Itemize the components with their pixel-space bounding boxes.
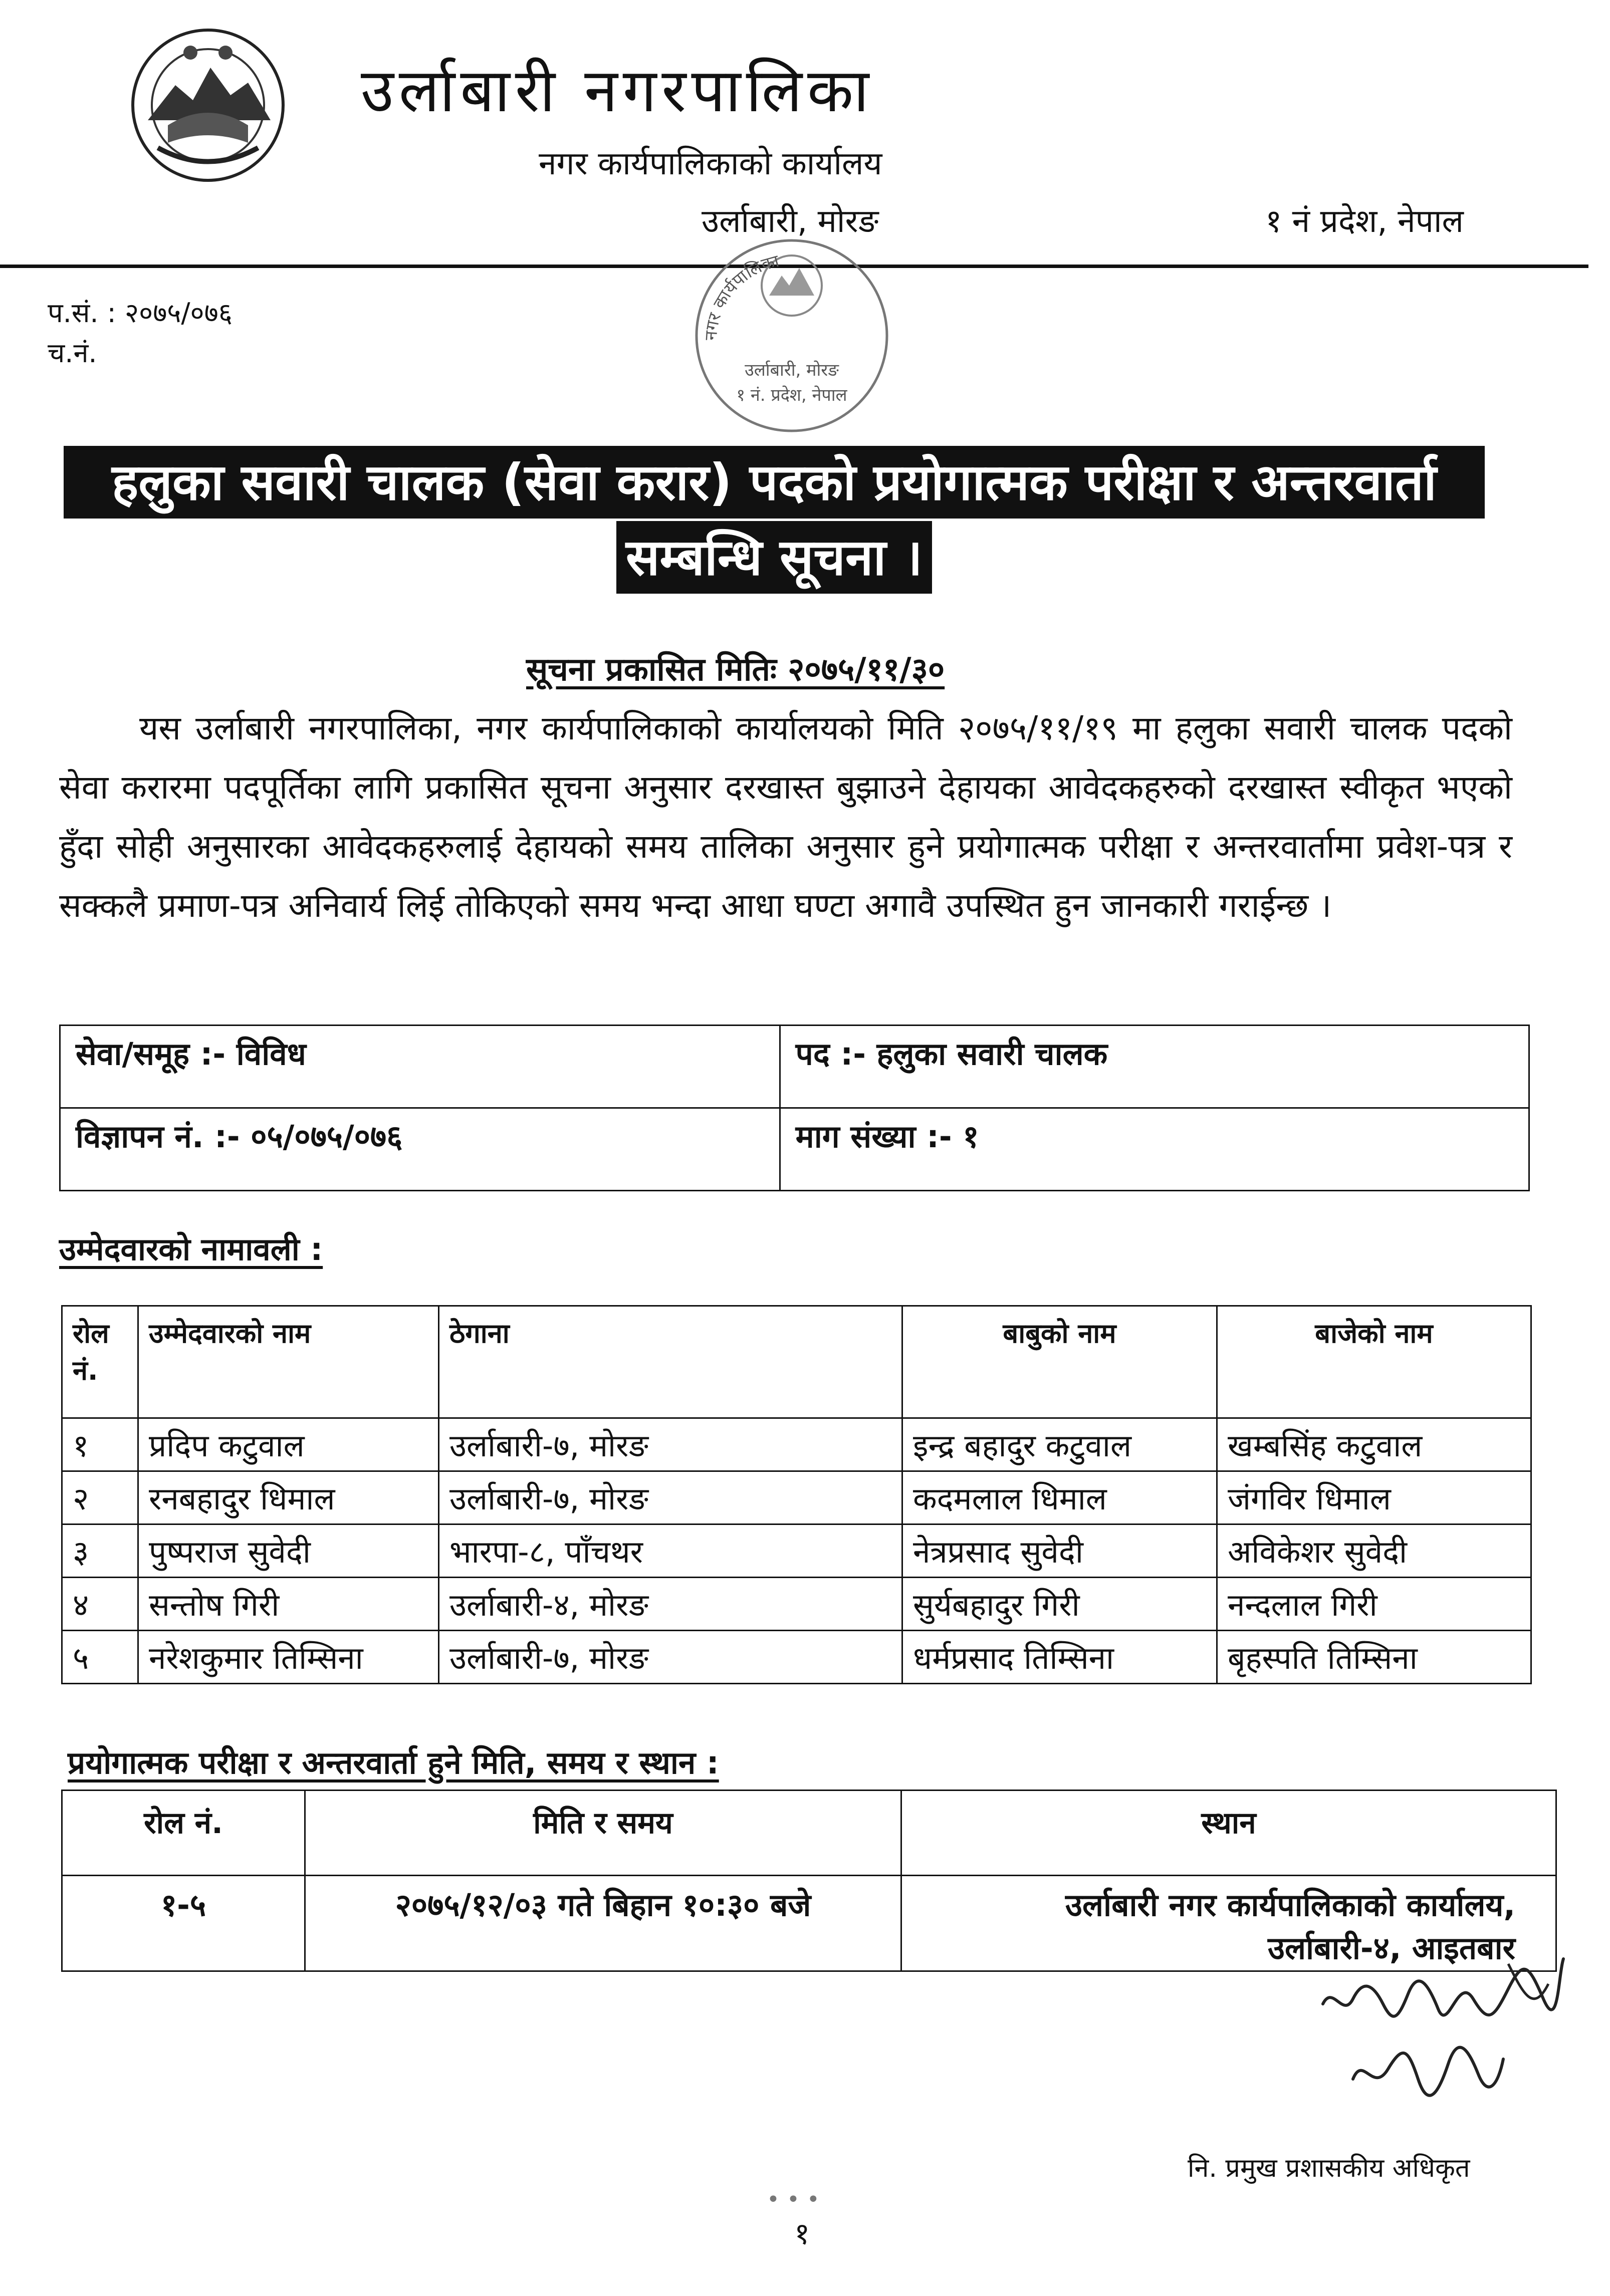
name-cell: नरेशकुमार तिम्सिना <box>138 1631 439 1684</box>
grandfather-cell: बृहस्पति तिम्सिना <box>1217 1631 1531 1684</box>
office-title: उर्लाबारी नगरपालिका <box>361 56 874 126</box>
col-address: ठेगाना <box>439 1306 902 1418</box>
office-subtitle: नगर कार्यपालिकाको कार्यालय <box>539 145 882 182</box>
notice-heading-line2: सम्बन्धि सूचना । <box>616 521 932 594</box>
advert-number: विज्ञापन नं. :- ०५/०७५/०७६ <box>76 1118 403 1155</box>
stamp-text-bottom: १ नं. प्रदेश, नेपाल <box>736 385 847 405</box>
notice-body: यस उर्लाबारी नगरपालिका, नगर कार्यपालिकाको कार्यालयको मिति २०७५/११/१९ मा हलुका सवारी चालक पदको सेवा करारमा पदपूर्तिका लागि प्रकासित सूचना अनुसार दरखास्त बुझाउने देहायका आवेदकहरुको दरखास्त स्वीकृत भएको हुँदा सोही अनुसारका आवेदकहरुलाई देहायको समय तालिका अनुसार हुने प्रयोगात्मक परीक्षा र अन्तरवार्तामा प्रवेश-पत्र र सक्कलै प्रमाण-पत्र अनिवार्य लिई तोकिएको समय भन्दा आधा घण्टा अगावै उपस्थित हुन जानकारी गराईन्छ । <box>59 709 1512 925</box>
svg-text:नगर कार्यपालिका <box>701 251 782 341</box>
roll-cell: ५ <box>62 1631 138 1684</box>
address-cell: उर्लाबारी-४, मोरङ <box>439 1578 902 1631</box>
page-number: १ <box>794 2216 810 2251</box>
table-row <box>62 1631 1531 1684</box>
address-cell: उर्लाबारी-७, मोरङ <box>439 1631 902 1684</box>
province-address: १ नं प्रदेश, नेपाल <box>1265 203 1464 240</box>
grandfather-cell: खम्बसिंह कटुवाल <box>1217 1418 1531 1471</box>
place-line2: उर्लाबारी-४, आइतबार <box>1267 1930 1515 1966</box>
father-cell: सुर्यबहादुर गिरी <box>902 1578 1217 1631</box>
col-roll: रोल नं. <box>62 1791 305 1876</box>
address-cell: उर्लाबारी-७, मोरङ <box>439 1471 902 1524</box>
name-cell: प्रदिप कटुवाल <box>138 1418 439 1471</box>
reference-ps: प.सं. : २०७५/०७६ <box>48 297 233 329</box>
service-group-cell <box>60 1026 780 1108</box>
service-group: सेवा/समूह :- विविध <box>76 1036 306 1072</box>
grandfather-cell: अविकेशर सुवेदी <box>1217 1524 1531 1578</box>
address-cell: उर्लाबारी-७, मोरङ <box>439 1418 902 1471</box>
name-cell: रनबहादुर धिमाल <box>138 1471 439 1524</box>
schedule-header-row <box>62 1791 1556 1876</box>
name-cell: सन्तोष गिरी <box>138 1578 439 1631</box>
advert-cell <box>60 1108 780 1191</box>
col-datetime: मिति र समय <box>305 1791 901 1876</box>
table-row <box>62 1418 1531 1471</box>
col-place: स्थान <box>901 1791 1556 1876</box>
father-cell: कदमलाल धिमाल <box>902 1471 1217 1524</box>
roll-cell: २ <box>62 1471 138 1524</box>
name-cell: पुष्पराज सुवेदी <box>138 1524 439 1578</box>
table-row <box>62 1578 1531 1631</box>
father-cell: नेत्रप्रसाद सुवेदी <box>902 1524 1217 1578</box>
roll-cell: ४ <box>62 1578 138 1631</box>
col-roll: रोल नं. <box>62 1306 138 1418</box>
notice-heading-line1: हलुका सवारी चालक (सेवा करार) पदको प्रयोगात्मक परीक्षा र अन्तरवार्ता <box>64 446 1485 519</box>
candidates-header-row <box>62 1306 1531 1418</box>
office-address: उर्लाबारी, मोरङ <box>702 203 879 240</box>
officer-title: नि. प्रमुख प्रशासकीय अधिकृत <box>1188 2153 1470 2183</box>
published-date: सूचना प्रकासित मितिः २०७५/११/३० <box>526 651 945 688</box>
col-father: बाबुको नाम <box>902 1306 1217 1418</box>
address-cell: भारपा-८, पाँचथर <box>439 1524 902 1578</box>
grandfather-cell: जंगविर धिमाल <box>1217 1471 1531 1524</box>
nepal-emblem-icon <box>128 25 288 185</box>
post-name: पद :- हलुका सवारी चालक <box>795 1036 1108 1072</box>
table-row <box>62 1524 1531 1578</box>
stamp-text-top: नगर कार्यपालिका <box>701 250 782 341</box>
post-info-table <box>59 1025 1530 1191</box>
datetime-cell: २०७५/१२/०३ गते बिहान १०:३० बजे <box>305 1876 901 1971</box>
roll-cell: ३ <box>62 1524 138 1578</box>
table-row <box>62 1471 1531 1524</box>
demand-cell <box>780 1108 1529 1191</box>
stamp-text-middle: उर्लाबारी, मोरङ <box>745 360 839 380</box>
reference-cn: च.नं. <box>48 337 97 369</box>
page-dots: ••• <box>767 2187 827 2212</box>
demand-count: माग संख्या :- १ <box>795 1118 979 1155</box>
handwritten-signature <box>1313 1954 1573 2119</box>
candidates-table <box>61 1305 1532 1684</box>
post-cell <box>780 1026 1529 1108</box>
place-line1: उर्लाबारी नगर कार्यपालिकाको कार्यालय, <box>1065 1887 1515 1923</box>
roll-cell: १ <box>62 1418 138 1471</box>
roll-range-cell: १-५ <box>62 1876 305 1971</box>
office-stamp <box>681 225 902 446</box>
grandfather-cell: नन्दलाल गिरी <box>1217 1578 1531 1631</box>
father-cell: धर्मप्रसाद तिम्सिना <box>902 1631 1217 1684</box>
schedule-section-title: प्रयोगात्मक परीक्षा र अन्तरवार्ता हुने मिति, समय र स्थान : <box>68 1744 719 1781</box>
candidates-section-title: उम्मेदवारको नामावली : <box>59 1231 323 1267</box>
schedule-table <box>61 1790 1557 1972</box>
col-grandfather: बाजेको नाम <box>1217 1306 1531 1418</box>
col-name: उम्मेदवारको नाम <box>138 1306 439 1418</box>
father-cell: इन्द्र बहादुर कटुवाल <box>902 1418 1217 1471</box>
